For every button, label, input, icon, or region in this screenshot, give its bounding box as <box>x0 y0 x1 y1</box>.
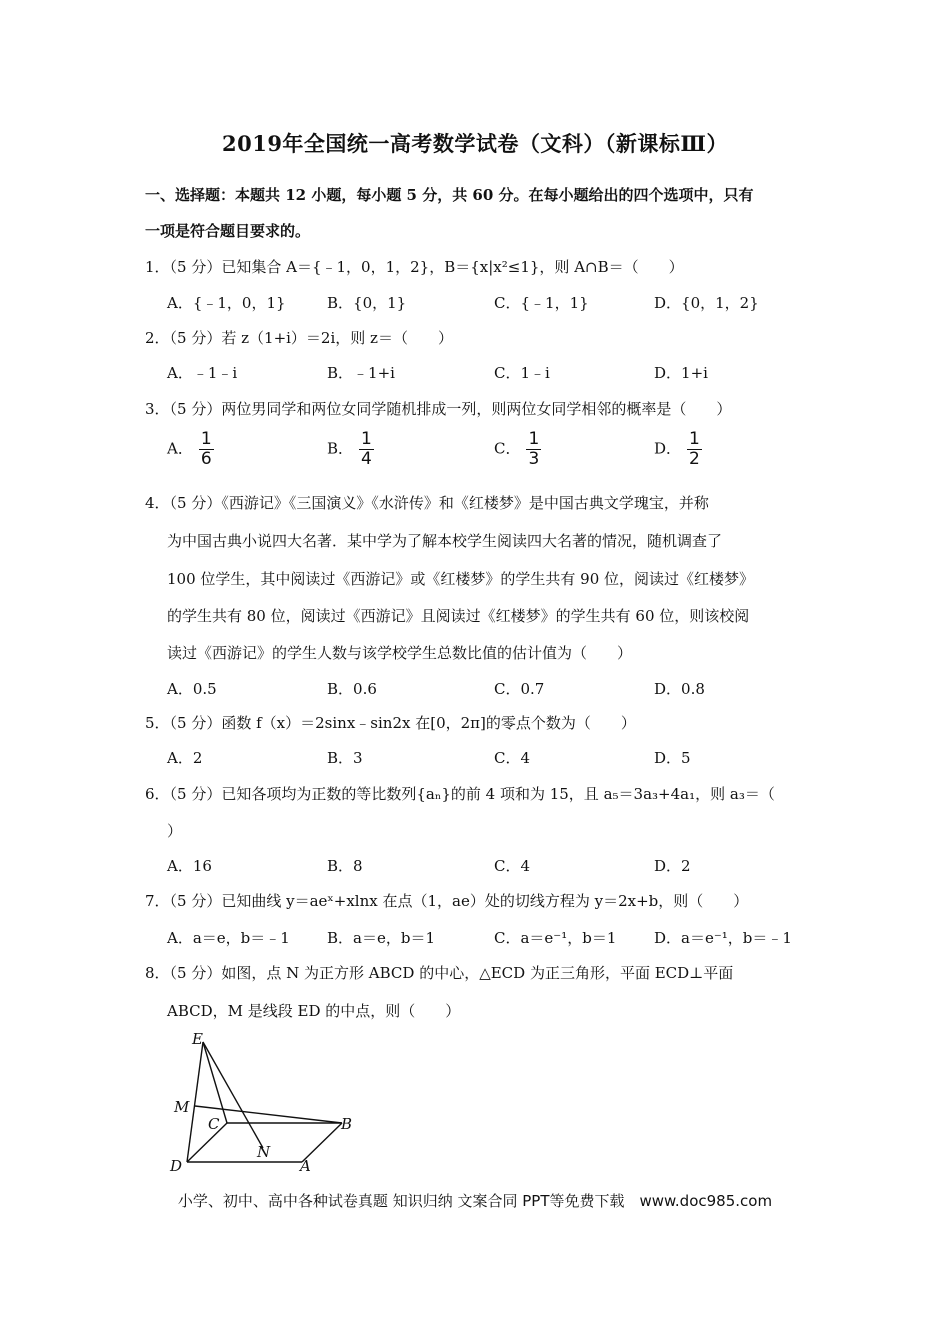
question-5-stem: 5．（5 分）函数 f（x）＝2sinx﹣sin2x 在[0，2π]的零点个数为（ ） <box>145 714 636 732</box>
edge-DC <box>187 1123 227 1162</box>
label-A: A <box>300 1157 311 1175</box>
option-b: B．8 <box>327 857 363 875</box>
option-a: A．0.5 <box>167 680 217 698</box>
label-D: D <box>170 1157 183 1175</box>
geometry-figure <box>160 1028 370 1182</box>
option-d: D．0.8 <box>654 680 705 698</box>
numerator: 1 <box>689 429 700 449</box>
option-c: C．4 <box>494 857 531 875</box>
denominator: 2 <box>689 449 700 469</box>
question-4-line: 的学生共有 80 位，阅读过《西游记》且阅读过《红楼梦》的学生共有 60 位，则该校阅 <box>167 607 750 625</box>
question-1-stem: 1．（5 分）已知集合 A＝{﹣1，0，1，2}，B＝{x|x²≤1}，则 A∩B＝（ ） <box>145 258 684 276</box>
option-b: B．a＝e，b＝1 <box>327 929 435 947</box>
fraction <box>359 430 374 469</box>
question-6-stem: 6．（5 分）已知各项均为正数的等比数列{aₙ}的前 4 项和为 15，且 a₅＝3a₃+4a₁，则 a₃＝（ <box>145 785 775 803</box>
question-3-stem: 3．（5 分）两位男同学和两位女同学随机排成一列，则两位女同学相邻的概率是（ ） <box>145 400 732 418</box>
option-c <box>494 430 541 469</box>
option-d: D．5 <box>654 749 691 767</box>
question-4-line: 读过《西游记》的学生人数与该学校学生总数比值的估计值为（ ） <box>167 644 633 662</box>
section-heading-line-2: 一项是符合题目要求的。 <box>145 222 311 240</box>
option-a: A．2 <box>167 749 203 767</box>
question-2-stem: 2．（5 分）若 z（1+i）＝2i，则 z＝（ ） <box>145 329 453 347</box>
fraction <box>199 430 214 469</box>
fraction <box>526 430 541 469</box>
question-6-stem-cont: ） <box>167 822 183 840</box>
geometry-figure-svg <box>160 1028 370 1178</box>
numerator: 1 <box>528 429 540 449</box>
question-4-line: 为中国古典小说四大名著．某中学为了解本校学生阅读四大名著的情况，随机调查了 <box>167 532 723 550</box>
question-8-line-2: ABCD，M 是线段 ED 的中点，则（ ） <box>167 1002 461 1020</box>
option-letter: C． <box>494 439 521 458</box>
numerator: 1 <box>200 429 212 449</box>
option-c: C．{﹣1，1} <box>494 294 589 312</box>
option-c: C．4 <box>494 749 531 767</box>
numerator: 1 <box>361 429 372 449</box>
option-letter: B． <box>327 439 354 458</box>
option-c: C．1﹣i <box>494 364 550 382</box>
question-8-line-1: 8．（5 分）如图，点 N 为正方形 ABCD 的中心，△ECD 为正三角形，平面 ECD⊥平面 <box>145 964 734 982</box>
option-letter: A． <box>167 439 193 458</box>
label-C: C <box>208 1115 220 1133</box>
option-b: B．﹣1+i <box>327 364 395 382</box>
option-d <box>654 430 702 469</box>
label-E: E <box>192 1030 203 1048</box>
footer-watermark: 小学、初中、高中各种试卷真题 知识归纳 文案合同 PPT等免费下载 www.doc985.com <box>177 1192 773 1210</box>
edge-ED <box>187 1042 203 1162</box>
label-B: B <box>341 1115 353 1133</box>
edge-EC <box>203 1042 227 1123</box>
option-b: B．{0，1} <box>327 294 407 312</box>
option-letter: D． <box>654 439 682 458</box>
page-title: 2019年全国统一高考数学试卷（文科）（新课标Ⅲ） <box>221 131 729 156</box>
option-d: D．{0，1，2} <box>654 294 759 312</box>
option-b <box>327 430 374 469</box>
option-a: A．16 <box>167 857 212 875</box>
label-M: M <box>174 1098 190 1116</box>
option-c: C．a＝e⁻¹，b＝1 <box>494 929 617 947</box>
option-a: A．﹣1﹣i <box>167 364 238 382</box>
option-c: C．0.7 <box>494 680 545 698</box>
option-d: D．a＝e⁻¹，b＝﹣1 <box>654 929 792 947</box>
option-b: B．0.6 <box>327 680 377 698</box>
option-a <box>167 430 214 469</box>
option-b: B．3 <box>327 749 363 767</box>
question-4-line: 100 位学生，其中阅读过《西游记》或《红楼梦》的学生共有 90 位，阅读过《红楼梦》 <box>167 570 755 588</box>
label-N: N <box>257 1143 271 1161</box>
denominator: 6 <box>200 449 212 469</box>
option-a: A．{﹣1，0，1} <box>167 294 286 312</box>
option-a: A．a＝e，b＝﹣1 <box>167 929 290 947</box>
option-d: D．1+i <box>654 364 708 382</box>
denominator: 3 <box>528 449 540 469</box>
section-heading-line-1: 一、选择题：本题共 12 小题，每小题 5 分，共 60 分。在每小题给出的四个选项中，只有 <box>145 186 754 204</box>
denominator: 4 <box>361 449 372 469</box>
question-4-line: 4．（5 分）《西游记》《三国演义》《水浒传》和《红楼梦》是中国古典文学瑰宝，并称 <box>145 494 709 512</box>
option-d: D．2 <box>654 857 691 875</box>
question-7-stem: 7．（5 分）已知曲线 y＝aeˣ+xlnx 在点（1，ae）处的切线方程为 y＝2x+b，则（ ） <box>145 892 749 910</box>
fraction <box>687 430 702 469</box>
